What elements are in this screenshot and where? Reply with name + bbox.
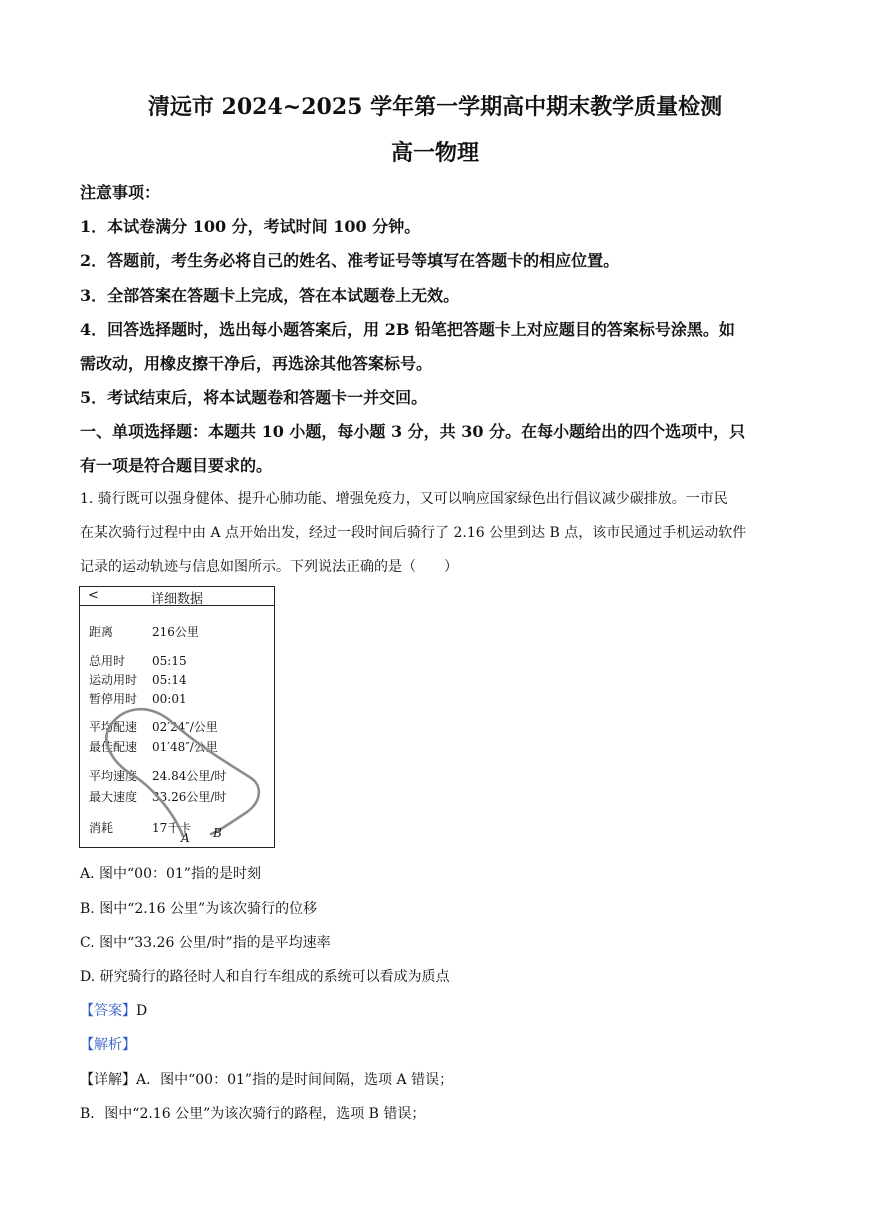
q1-option-d: D. 研究骑行的路径时人和自行车组成的系统可以看成为质点: [80, 969, 450, 985]
q1-stem-line-1: 1. 骑行既可以强身健体、提升心肺功能、增强免疫力，又可以响应国家绿色出行倡议减少碳排放。一市民: [80, 491, 728, 507]
analysis-tag: 【解析】: [80, 1037, 136, 1053]
q1-analysis-heading: [80, 1034, 800, 1054]
answer-tag: 【答案】: [80, 1003, 136, 1019]
stat-row-calories: 消耗 17千卡: [89, 821, 192, 835]
q1-option-a: A. 图中“00：01”指的是时刻: [80, 866, 261, 882]
q1-detail-line-2: B．图中“2.16 公里”为该次骑行的路程，选项 B 错误；: [80, 1106, 426, 1122]
stat-row-distance: 距离 216公里: [89, 625, 199, 639]
q1-stem-line-3: 记录的运动轨迹与信息如图所示。下列说法正确的是（ ）: [80, 559, 458, 575]
stat-row-moving-time: 运动用时 05:14: [89, 673, 187, 687]
section-heading-cont: 有一项是符合题目要求的。: [80, 456, 273, 475]
stat-row-avg-pace: 平均配速 02′24″/公里: [89, 720, 218, 734]
detail-text-1: A．图中“00：01”指的是时间间隔，选项 A 错误；: [136, 1072, 454, 1088]
q1-option-b: B. 图中“2.16 公里”为该次骑行的位移: [80, 901, 318, 917]
stat-row-total-time: 总用时 05:15: [89, 654, 187, 668]
q1-option-c: C. 图中“33.26 公里/时”指的是平均速率: [80, 935, 331, 951]
stat-row-max-speed: 最大速度 33.26公里/时: [89, 790, 227, 804]
detail-tag: 【详解】: [80, 1072, 136, 1088]
route-track: [79, 586, 275, 848]
section-heading: 一、单项选择题：本题共 10 小题，每小题 3 分，共 30 分。在每小题给出的四个选项中，只: [80, 422, 746, 441]
exam-subject: 高一物理: [390, 140, 479, 166]
point-b-label: B: [213, 826, 222, 840]
back-icon: <: [88, 588, 99, 603]
notice-item-1: 1．本试卷满分 100 分，考试时间 100 分钟。: [80, 217, 421, 236]
answer-value: D: [136, 1003, 148, 1019]
exam-title: 清远市 2024~2025 学年第一学期高中期末教学质量检测: [147, 94, 723, 120]
notice-item-5: 5．考试结束后，将本试题卷和答题卡一并交回。: [80, 388, 428, 407]
q1-stem-line-2: 在某次骑行过程中由 A 点开始出发，经过一段时间后骑行了 2.16 公里到达 B 点，该市民通过手机运动软件: [80, 525, 747, 541]
notice-heading: 注意事项：: [80, 183, 161, 202]
q1-answer: [80, 1000, 800, 1020]
point-a-label: A: [181, 831, 190, 845]
notice-item-4-cont: 需改动，用橡皮擦干净后，再选涂其他答案标号。: [80, 354, 433, 373]
app-title: 详细数据: [150, 592, 203, 607]
q1-detail-line-1: [80, 1069, 800, 1089]
stat-row-pause-time: 暂停用时 00:01: [89, 692, 187, 706]
notice-item-3: 3．全部答案在答题卡上完成，答在本试题卷上无效。: [80, 286, 460, 305]
notice-item-4: 4．回答选择题时，选出每小题答案后，用 2B 铅笔把答题卡上对应题目的答案标号涂黑。如: [80, 320, 735, 339]
stat-row-avg-speed: 平均速度 24.84公里/时: [89, 769, 227, 783]
notice-item-2: 2．答题前，考生务必将自己的姓名、准考证号等填写在答题卡的相应位置。: [80, 251, 620, 270]
stat-row-best-pace: 最佳配速 01′48″/公里: [89, 740, 218, 754]
